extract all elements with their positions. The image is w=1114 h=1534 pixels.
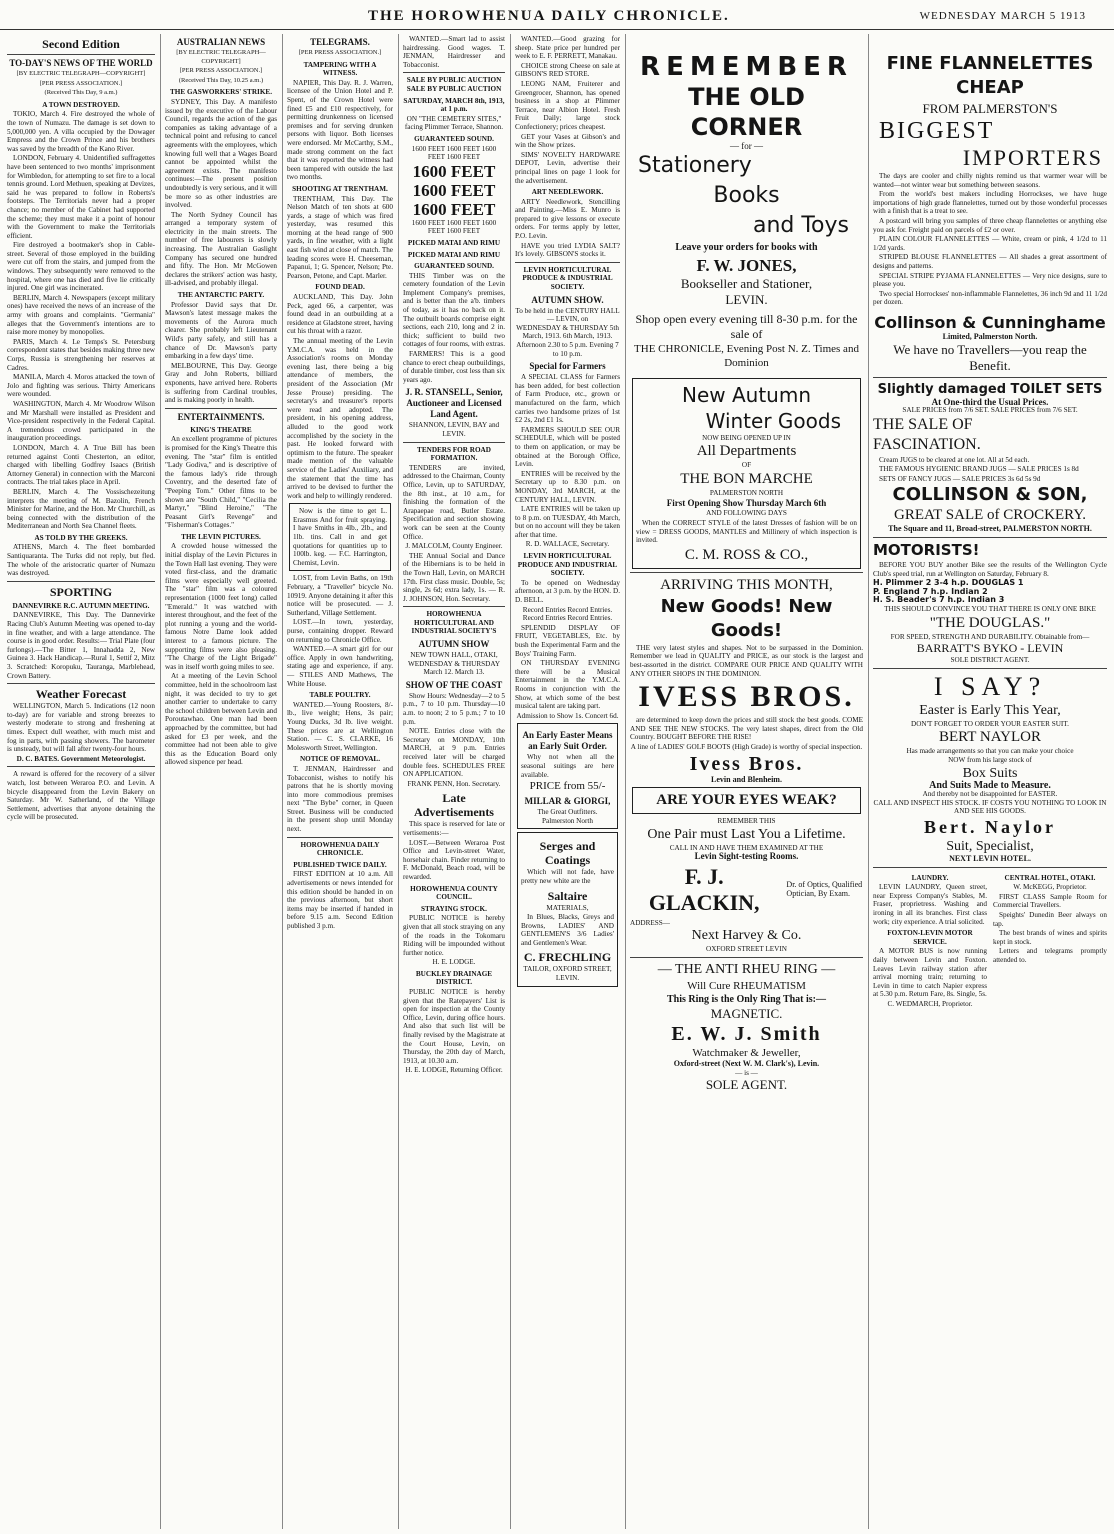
article-paragraph: MANILA, March 4. Moros attacked the town of Jolo and fighting was serious. Thirty Americans were wounded. [7, 373, 155, 399]
ad-line: — for — [730, 141, 763, 151]
classified-ad: ARTY Needlework, Stencilling and Painting.—Miss E. Munro is prepared to give lessons or execute orders. For terms apply by letter, P.O. Levin. [515, 197, 620, 241]
ad-brand: Bert. Naylor [924, 816, 1056, 837]
article-heading: THE LEVIN PICTURES. [181, 532, 261, 541]
ad-line: SOLE AGENT. [705, 1077, 788, 1093]
ad-brand: "THE DOUGLAS." [929, 614, 1051, 631]
ad-line: Bookseller and Stationer, [680, 275, 813, 291]
article-paragraph: Show Hours: Wednesday—2 to 5 p.m., 7 to 10 p.m. Thursday—10 a.m. to noon; 2 to 5 p.m.; 7 to 10 p.m. [403, 691, 505, 726]
article-paragraph: TRENTHAM, This Day. The Nelson Match of ten shots at 600 yards, a stage of which was fired yesterday, was resumed this morning at the head range of 900 yards, in fine weather, with a light east fish wind at close of match. The leading scores were H. Cheeseman, Papanui, 1; G. Spencer, Nelson; Pte. Pearson, Petone, and Capt. Marler. [287, 194, 393, 280]
article-heading: HOROWHENUA COUNTY COUNCIL. [410, 884, 498, 902]
ad-brand: Saltaire [547, 888, 588, 903]
article-paragraph: MELBOURNE, This Day. George Gray and John Roberts, billiard exponents, have arrived here. Roberts is suffering from Cardinal troubles, and is making poorly in health. [165, 361, 277, 405]
signature: J. MALCOLM, County Engineer. [405, 542, 503, 551]
show-venue: To be held in the CENTURY HALL — LEVIN, on [515, 306, 620, 324]
article-heading: CENTRAL HOTEL, OTAKI. [1004, 873, 1096, 882]
ad-heading: One Pair must Last You a Lifetime. [647, 826, 846, 842]
column-rule [625, 34, 626, 1529]
ad-paragraph: Cream JUGS to be cleared at one lot. All at 5d each. [879, 455, 1030, 464]
sporting-heading: SPORTING [49, 584, 113, 599]
ad-brand: Collinson & Cunninghame [874, 312, 1106, 332]
article-paragraph: WELLINGTON, March 5. Indications (12 noon to-day) are for variable and strong breezes to westerly moderate to strong and freshening at times. Expect dull weather, with much mist and fog in parts, with passing showers. The barometer is unsteady, but will fall after twenty-four hours. [7, 702, 155, 754]
classified-ad: LEVIN LAUNDRY, Queen street, near Express Company's Stables, M. Fraser, proprietress. Washing and ironing in all its branches. First class work; city experience. A trial solicited. [873, 883, 987, 926]
article-heading: TAMPERING WITH A WITNESS. [303, 60, 377, 78]
ad-heading: CHEAP [956, 77, 1024, 98]
ad-brand: THE BON MARCHE [680, 470, 813, 487]
article-heading: DANNEVIRKE R.C. AUTUMN MEETING. [12, 601, 150, 610]
article-heading: KING'S THEATRE [190, 425, 252, 434]
ad-paragraph: Two special Horrockses' non-inflammable Flannelettes, 36 inch 9d and 11 1/2d per dozen. [873, 289, 1107, 307]
ad-heading: BIGGEST [879, 118, 995, 144]
auction-line: GUARANTEED SOUND. [414, 262, 494, 271]
column-rule [282, 34, 283, 1529]
article-paragraph: ATHENS, March 4. The fleet bombarded Santiquaranta. The Turks did not reply, but fled. The whole of the aristocratic quarter of Numazu was destroyed. [7, 543, 155, 578]
article-paragraph: To be opened on Wednesday afternoon, at 3 p.m. by the HON. D. D. BELL. [515, 578, 620, 605]
show-venue: NEW TOWN HALL, OTAKI, [410, 651, 498, 660]
article-paragraph: THE Annual Social and Dance of the Hibernians is to be held in the Town Hall, Levin, on MARCH 17th. First class music. Double, 5s; single, 2s 6d; extra lady, 1s. — R. J. JOHNSON, Hon. Secretary. [403, 551, 505, 603]
ad-heading: REMEMBER [640, 52, 853, 82]
auction-line: 1600 FEET 1600 FEET 1600 FEET 1600 FEET [411, 144, 497, 162]
ad-line: And thereby not be disappointed for EASTER. [922, 790, 1058, 799]
ad-line: A line of LADIES' GOLF BOOTS (High Grade) is worthy of special inspection. [630, 742, 863, 751]
ad-line: SALE PRICES from 7/6 SET. SALE PRICES from 7/6 SET. [902, 406, 1078, 415]
signature: D. C. BATES. Government Meteorologist. [16, 754, 146, 763]
ad-line: The Square and 11, Broad-street, PALMERSTON NORTH. [888, 524, 1092, 534]
article-paragraph: At a meeting of the Levin School committee, held in the schoolroom last night, it was decided to try to get another carrier to undertake to carry the school children between Levin and Poroutawhao. One man had been approached by the committee, but had asked for £3 per week, and the committee had not been able to give this as the Education Board only allowed sixpence per head. [165, 672, 277, 767]
ad-heading: ARE YOUR EYES WEAK? [656, 792, 837, 809]
column-australian-news [162, 34, 280, 1529]
ad-line: We have no Travellers—you reap the Benefit. [893, 341, 1087, 373]
ad-paragraph: SPECIAL STRIPE PYJAMA FLANNELETTES — Very nice designs, sure to please you. [873, 271, 1107, 289]
classified-ad: The best brands of wines and spirits kept in stock. [993, 929, 1107, 946]
article-paragraph: FARMERS SHOULD SEE OUR SCHEDULE, which will be posted to them on application, or may be obtained at the Borough Office, Levin. [515, 425, 620, 469]
column-retail-ads [870, 34, 1110, 1529]
ad-heading: THE SALE OF FASCINATION. [873, 415, 981, 453]
article-heading: ART NEEDLEWORK. [531, 188, 604, 197]
article-heading: BUCKLEY DRAINAGE DISTRICT. [415, 969, 493, 987]
ad-heading: and Toys [752, 212, 849, 238]
section-heading: TELEGRAMS. [310, 37, 370, 47]
ad-heading: Box Suits [962, 765, 1018, 781]
column-auction-notices [400, 34, 508, 1529]
ad-line: CALL AND INSPECT HIS STOCK. IF COSTS YOU NOTHING TO LOOK IN AND SEE HIS GOODS. [873, 798, 1107, 816]
column-rule [160, 34, 161, 1529]
ad-paragraph: THE very latest styles and shapes. Not to be surpassed in the Dominion. Remember we lead in QUALITY and PRICE, as our stock is the largest and best-assorted in the district. COMPARE OUR PRICE AND QUALITY WITH ANY OTHER SHOPS IN THE DOMINION. [630, 643, 863, 678]
article-paragraph: NAPIER, This Day. R. J. Warren, licensee of the Union Hotel and P. Spent, of the Crown Hotel were fined £5 and £10 respectively, for permitting drunkenness on licensed premises and for serving drunken persons with liquor. Both licenses were endorsed. Mr McCarthy, S.M., made strong comment on the fact that it was reported the witness had been tampered with outside the last two months. [287, 78, 393, 182]
ad-heading: Serges and Coatings [539, 839, 596, 868]
newspaper-title: THE HOROWHENUA DAILY CHRONICLE. [368, 8, 730, 24]
ad-line: The Great Outfitters. [537, 808, 598, 817]
ad-brand: F. W. JONES, [696, 255, 797, 275]
ad-line: TAILOR, OXFORD STREET, LEVIN. [523, 965, 612, 983]
chemist-notice: Now is the time to get L. Erasmus And for fruit spraying. I have Smiths in 4lb., 2lb., and 1lb. tins. Call in and get quotations for quantities up to 100lb. keg. — F.C. Harrington, Chemist, Levin. [289, 503, 391, 571]
show-dates: WEDNESDAY & THURSDAY 5th March, 1913. 6th March, 1913. [516, 323, 619, 341]
race-result: H. Plimmer 2 3-4 h.p. DOUGLAS 1 [873, 578, 1024, 588]
ad-line: Watchmaker & Jeweller, [692, 1047, 801, 1060]
ad-line: DON'T FORGET TO ORDER YOUR EASTER SUIT. [911, 719, 1069, 728]
ad-line: First Opening Show Thursday March 6th [666, 498, 827, 509]
ad-brand: IVESS BROS. [638, 680, 855, 714]
ad-line: Has made arrangements so that you can make your choice [906, 747, 1074, 756]
column-rule [398, 34, 399, 1529]
article-paragraph: DANNEVIRKE, This Day. The Dannevirke Racing Club's Autumn Meeting was opened to-day in fine weather, and with a large attendance. The course is in good order. Results:— Trial Plate (four furlongs).—The Bitter 1, Innahadda 2, New Guinea 3. Hack Handicap.—Rural 1, Settif 2, Mitz 3. Scratched: Koropuku, Tauranga, Marblehead, Crown Battery. [7, 611, 155, 680]
received-note: (Received This Day, 10.25 a.m.) [178, 76, 264, 84]
ad-line: FOR SPEED, STRENGTH AND DURABILITY. Obtainable from— [890, 632, 1090, 641]
article-heading: LAUNDRY. [911, 873, 949, 882]
article-paragraph: BERLIN, March 4. Newspapers (except military ones) have received the news of an increase of the army with groans and complaints. "Germania" alleges that the Government's intentions are to raise more money by monopolies. [7, 293, 155, 337]
ad-paragraph: SETS OF FANCY JUGS — SALE PRICES 3s 6d 5s 9d [879, 474, 1041, 483]
classified-ad: LOST, from Levin Baths, on 19th February, a "Traveller" bicycle No. 10919. Anyone detaining it after this notice will be prosecuted. — J. Sutherland, Village Settlement. [287, 574, 393, 617]
section-heading: ENTERTAINMENTS. [177, 411, 265, 422]
ad-line: THIS SHOULD CONVINCE YOU THAT THERE IS ONLY ONE BIKE [884, 605, 1096, 614]
article-paragraph: ENTRIES will be received by the Secretary up to 8.30 p.m. on MONDAY, 3rd MARCH, at the CENTURY HALL, LEVIN. [515, 469, 620, 504]
article-paragraph: THIS Timber was on the cemetery foundation of the Levin Implement Company's premises, and is better than the a'b. timbers of today, as it has no back on it. The outbuilt boards comprise eight sections, each 210, long and 2 in. thick; sufficient to build two cottages of four rooms, with extras. [403, 271, 505, 349]
article-paragraph: NOTE. Entries close with the Secretary on MONDAY, 10th MARCH, at 9 p.m. Entries received later will be charged double fees. SCHEDULES FREE ON APPLICATION. [403, 727, 505, 779]
ad-line: REMEMBER THIS [717, 817, 776, 826]
ad-line: Will Cure RHEUMATISM [687, 980, 806, 993]
ad-line: OXFORD STREET LEVIN [706, 945, 787, 954]
society-heading: LEVIN HORTICULTURAL PRODUCE AND INDUSTRIAL SOCIETY. [517, 552, 618, 578]
news-heading: TO-DAY'S NEWS OF THE WORLD [9, 58, 153, 68]
ad-line: Oxford-street (Next W. M. Clark's), Levin. [673, 1059, 820, 1069]
article-line: Admission to Show 1s. Concert 6d. [516, 711, 619, 720]
article-paragraph: Professor David says that Dr. Mawson's latest message makes the movements of the Aurora much clearer. She probably left Lieutenant Wild's party safely, and still has a chance of Dr. Mawson's party embarking in a few days' time. [165, 300, 277, 361]
classified-ad: A MOTOR BUS is now running daily between Levin and Foxton. Leaves Levin railway station after arrival morning train; returning to Levin in time to catch Napier express at 5.30 p.m. Return Fare, 8s. Single, 5s. [873, 947, 987, 999]
ad-line: NEXT LEVIN HOTEL. [949, 853, 1031, 863]
classified-ad: CHOICE strong Cheese on sale at GIBSON'S RED STORE. [515, 61, 620, 79]
article-paragraph: ON THURSDAY EVENING there will be a Musical Entertainment in the Y.M.C.A. Rooms in conjunction with the Show, at which some of the best musical talent are taking part. [515, 659, 620, 711]
show-heading: AUTUMN SHOW [418, 639, 490, 650]
ad-brand: BERT NAYLOR [938, 729, 1042, 746]
auction-line: 1600 FEET 1600 FEET 1600 FEET 1600 FEET [411, 218, 497, 236]
classified-ad: FIRST CLASS Sample Room for Commercial Travellers. [993, 892, 1107, 910]
ad-paragraph: BEFORE YOU BUY another Bike see the results of the Wellington Cycle Club's speed trial, run at Wellington on Saturday, February 8. [873, 561, 1107, 578]
article-paragraph: WASHINGTON, March 4. Mr Woodrow Wilson and Mr Marshall were installed as President and Vice-president respectively in the Federal Capital. A tremendous crowd participated in the inauguration proceedings. [7, 399, 155, 443]
race-result: P. England 7 h.p. Indian 2 [873, 586, 988, 596]
article-paragraph: PUBLIC NOTICE is hereby given that the Ratepayers' List is open for inspection at the County Office, Levin, during office hours. And also that such list will be finally revised by the Magistrate at the Court House, Levin, on Thursday, the 20th day of March, 1913, at 10.30 a.m. [403, 988, 505, 1065]
signature: H. E. LODGE, Returning Officer. [405, 1066, 503, 1075]
article-paragraph: SYDNEY, This Day. A manifesto issued by the executive of the Labour Council, regards the action of the gas companies as taking advantage of a technical point and refusing to cancel agreements with the employees, which knowing full well that a Wages Board cannot be appointed whilst the agreement exists. The manifesto continues:—The present position undoubtedly is very serious, and it will be more so as other industries are involved. [165, 97, 277, 210]
edition-heading: Second Edition [42, 37, 120, 51]
ad-line: Next Harvey & Co. [691, 928, 802, 944]
feet-headline: 1600 FEET [412, 199, 496, 219]
ad-heading: New Goods! New Goods! [660, 595, 833, 641]
article-paragraph: An excellent programme of pictures is promised for the King's Theatre this evening. The "star" film is entitled "Lady Godiva," and is descriptive of the famous lady's ride through Coventry, and the deserted fate of "Peeping Tom." Other films to be shown are "South Child," "Cecilia the Martyr," "Blind Heroine," "The Peasant Girl's Revenge" and "Fisherman's Cottages." [165, 435, 277, 530]
telegraph-note: [BY ELECTRIC TELEGRAPH—COPYRIGHT] [176, 49, 266, 65]
ad-line: Levin Sight-testing Rooms. [694, 851, 799, 862]
column-show-notices [512, 34, 623, 1529]
classified-ad: GET your Vases at Gibson's and win the Show prizes. [515, 132, 620, 150]
auction-location: ON "THE CEMETERY SITES," facing Plimmer Terrace, Shannon. [404, 114, 504, 132]
ad-line: LEVIN. [725, 291, 768, 307]
ad-line: All Departments [696, 443, 797, 460]
auction-line: GUARANTEED SOUND. [414, 134, 494, 143]
section-heading: AUSTRALIAN NEWS [176, 37, 266, 47]
press-association-note: [PER PRESS ASSOCIATION.] [179, 67, 263, 75]
ad-line: OF [741, 461, 752, 470]
auction-date: SATURDAY, MARCH 8th, 1913, at 1 p.m. [403, 96, 505, 114]
article-paragraph: A reward is offered for the recovery of a silver watch, lost between Weraroa P.O. and Levin. A bicycle disappeared from the Levin Bakery on Saturday. Mr W. Satherland, of the Village Settlement, advertises that anyone detaining the cycle will be prosecuted. [7, 770, 155, 822]
received-note: (Received This Day, 9 a.m.) [44, 89, 118, 97]
column-rule [510, 34, 511, 1529]
feet-headline: 1600 FEET [412, 180, 496, 200]
ad-line: MATERIALS, [546, 903, 589, 912]
ad-line: Suit, Specialist, [946, 838, 1034, 854]
ad-line: SOLE DISTRICT AGENT. [950, 656, 1030, 665]
article-heading: FOUND DEAD. [315, 283, 365, 292]
ad-paragraph: THE FAMOUS HYGIENIC BRAND JUGS — SALE PRICES 1s 8d [879, 465, 1079, 474]
ad-line: THE CHRONICLE, Evening Post N. Z. Times and Dominion [634, 342, 859, 369]
article-paragraph: TOKIO, March 4. Fire destroyed the whole of the town of Numazu. The damage is set down to 5,000,000 yen. A villa occupied by the Dowager Empress and the Crown Prince and his brothers was saved by the breadth of the Kano River. [7, 110, 155, 153]
article-line: Record Entries Record Entries. Record Entries Record Entries. [522, 605, 613, 623]
article-heading: PUBLISHED TWICE DAILY. [293, 860, 387, 869]
ad-line: MAGNETIC. [710, 1006, 783, 1022]
ad-paragraph: When the CORRECT STYLE of the latest Dresses of fashion will be on view = DRESS GOODS, MANTLES and Millinery of which inspection is invited. [636, 518, 857, 545]
ad-line: Levin and Blenheim. [711, 774, 782, 784]
ad-line: Limited, Palmerston North. [942, 331, 1038, 341]
ad-heading: Stationery [638, 152, 752, 178]
late-ads-heading: Late Advertisements [414, 791, 494, 820]
feet-headline: 1600 FEET [412, 161, 496, 181]
article-heading: HOROWHENUA DAILY CHRONICLE. [300, 840, 380, 858]
ad-line: And Suits Made to Measure. [929, 779, 1051, 791]
ad-brand: C. M. ROSS & CO., [684, 546, 809, 563]
special-heading: Special for Farmers [529, 361, 606, 372]
article-heading: SHOOTING AT TRENTHAM. [292, 184, 388, 193]
article-heading: TENDERS FOR ROAD FORMATION. [417, 445, 491, 463]
ad-paragraph: PLAIN COLOUR FLANNELETTES — White, cream or pink, 4 1/2d to 11 1/2d yards. [873, 235, 1107, 252]
auction-line: PICKED MATAI AND RIMU [407, 250, 501, 259]
article-paragraph: PARIS, March 4. Le Temps's St. Petersburg correspondent states that besides making three new Corps, Russia is strengthening her reserves at Cadres. [7, 337, 155, 372]
ad-paragraph: are determined to keep down the prices and still stock the best goods. COME AND SEE THE NEW STOCKS. The very latest shapes, direct from the Old Country. BOUGHT BEFORE THE RISE! [630, 716, 863, 742]
column-world-news [4, 34, 158, 1529]
ad-heading: ARRIVING THIS MONTH, [660, 576, 833, 593]
ad-line: CALL IN AND HAVE THEM EXAMINED AT THE [669, 843, 824, 852]
ad-brand: E. W. J. Smith [671, 1023, 822, 1046]
ad-heading: Slightly damaged TOILET SETS [877, 381, 1103, 397]
press-association-note: [PER PRESS ASSOCIATION.] [298, 49, 382, 56]
auctioneer-name: J. R. STANSELL, Senior, Auctioneer and Licensed Land Agent. [405, 387, 503, 420]
column-display-ads [627, 34, 866, 1529]
classified-ad: T. JENMAN, Hairdresser and Tobacconist, wishes to notify his patrons that he is shortly moving into more commodious premises next "The Bybe" corner, in Queen Street. Business will be conducted in the present shop until Monday next. [287, 764, 393, 834]
ad-paragraph: Why not when all the seasonal suitings are here available. [521, 753, 614, 779]
ad-paragraph: Which will not fade, have pretty new white are the [521, 868, 614, 885]
article-heading: STRAYING STOCK. [421, 904, 487, 913]
article-paragraph: FIRST EDITION at 10 a.m. All advertisements or news intended for this edition should be handed in on the previous afternoon, but short items may be inserted if handed in before 9.15 a.m. Second Edition published 3 p.m. [287, 870, 393, 930]
ad-line: FROM PALMERSTON'S [922, 101, 1058, 116]
ad-heading: THE OLD CORNER [688, 83, 805, 141]
show-heading: SHOW OF THE COAST [405, 679, 503, 690]
article-heading: A TOWN DESTROYED. [42, 100, 120, 109]
ad-paragraph: The days are cooler and chilly nights remind us that warmer wear will be wanted—not winter wear but something between seasons. [873, 172, 1107, 189]
society-heading: HOROWHENUA HORTICULTURAL AND INDUSTRIAL SOCIETY'S [411, 610, 497, 636]
ad-line: ADDRESS— [630, 918, 670, 927]
article-paragraph: FARMERS! This is a good chance to erect cheap outbuildings, of durable timber, cost less than six years ago. [403, 350, 505, 384]
auction-line: PICKED MATAI AND RIMU [407, 238, 501, 247]
article-heading: THE GASWORKERS' STRIKE. [169, 88, 273, 97]
ad-paragraph: A postcard will bring you samples of three cheap flannelettes or anything else you ask for. Freight paid on parcels of £2 or over. [873, 216, 1107, 234]
ad-brand: F. J. GLACKIN, [648, 863, 760, 915]
ad-heading: Easter is Early This Year, [919, 702, 1061, 718]
classified-ad: Letters and telegrams promptly attended to. [993, 947, 1107, 964]
classified-ad: HAVE you tried LYDIA SALT? It's lovely. GIBSON'S stocks it. [515, 241, 620, 259]
article-paragraph: PUBLIC NOTICE is hereby given that all stock straying on any of the roads in the Tokomaru Riding will be impounded without further notice. [403, 914, 505, 957]
ad-brand: COLLINSON & SON, [892, 484, 1088, 506]
ad-heading: New Autumn [681, 382, 811, 407]
ad-line: — is — [735, 1068, 758, 1077]
ad-heading: I SAY? [933, 671, 1047, 701]
classified-ad: W. McKEGG, Proprietor. [1013, 883, 1087, 892]
show-dates: WEDNESDAY & THURSDAY March 12. March 13. [407, 659, 501, 677]
ad-line: NOW from his large stock of [948, 756, 1032, 764]
press-association-note: [PER PRESS ASSOCIATION.] [39, 79, 123, 87]
article-paragraph: LONDON, March 4. A True Bill has been returned against Conti Chesterton, an editor, charged with libelling Godfrey Isaacs (British Attorney General) in connection with the Marconi contracts. The trial takes place in April. [7, 443, 155, 487]
article-heading: NOTICE OF REMOVAL. [299, 755, 381, 764]
show-heading: AUTUMN SHOW. [531, 294, 604, 305]
ad-heading: MOTORISTS! [873, 541, 980, 560]
signature: FRANK PENN, Hon. Secretary. [407, 779, 501, 788]
ad-paragraph: In Blues, Blacks, Greys and Browns, LADIES' AND GENTLEMEN'S 3/6 Ladies' and Gentlemen's Wear. [521, 913, 614, 947]
signature: H. E. LODGE. [432, 958, 476, 967]
article-paragraph: The North Sydney Council has arranged a temporary system of electricity in the main streets. The number of free labourers is slowly increasing. The Australian Gaslight Company has secured one hundred and fifty. The Hon. Mr McGowen declares the strikers' action was hasty, ill-advised, and probably illegal. [165, 210, 277, 288]
ad-line: Dr. of Optics, Qualified Optician, By Exam. [786, 880, 863, 898]
article-heading: TABLE POULTRY. [309, 691, 371, 700]
article-heading: FOXTON-LEVIN MOTOR SERVICE. [887, 929, 973, 946]
show-times: Afternoon 2.30 to 5 p.m. Evening 7 to 10 p.m. [516, 341, 619, 358]
ad-brand: Ivess Bros. [689, 752, 804, 775]
weather-heading: Weather Forecast [35, 687, 127, 702]
signature: R. D. WALLACE, Secretary. [525, 540, 610, 549]
ad-paragraph: STRIPED BLOUSE FLANNELETTES — All shades a great assortment of designs and patterns. [873, 253, 1107, 270]
ad-heading: Books [713, 182, 780, 208]
column-rule [868, 34, 869, 1529]
classified-ad: LEONG NAM, Fruiterer and Greengrocer, Shannon, has opened business in a shop at Plimmer Terrace, near Albion Hotel. Fresh Fruit Daily; large stock Confectionery; prices cheapest. [515, 79, 620, 131]
race-result: H. S. Beader's 7 h.p. Indian 3 [873, 595, 1005, 605]
ad-line: PALMERSTON NORTH [709, 488, 784, 497]
ad-line: Palmerston North [542, 816, 593, 825]
article-paragraph: A crowded house witnessed the initial display of the Levin Pictures in the Town Hall last evening. They were voted first-class, and the dramatic films were especially well greeted. The "star" film was a coloured representation (1000 feet long) called "Emerald." It was watched with interest throughout, and the feet of the plot running a young and the world-famous Notre Dame look added interest to a famous picture. The supporting films were also pleasing. "The Charge of the Light Brigade" was in itself worth going miles to see. [165, 542, 277, 671]
article-paragraph: TENDERS are invited, addressed to the Chairman, County Office, Levin, up to SATURDAY, the 8th inst., at 10 a.m., for finishing the formation of the Arapaepae road, Butler Estate. Specification and section showing work can be seen at the County Office. [403, 463, 505, 541]
ad-brand: BARRATT'S BYKO - LEVIN [916, 641, 1064, 656]
classified-ad: LOST.—In town, yesterday, purse, containing dropper. Reward on returning to Chronicle Office. [287, 618, 393, 644]
classified-ad: WANTED.—A smart girl for our office. Apply in own handwriting, stating age and experience, if any. — STILES AND Mathews, The White House. [287, 645, 393, 688]
article-paragraph: BERLIN, March 4. The Vossischezeitung interprets the meeting of M. Bazolin, French Minister for Marine, and the Hon. Mr Churchill, as being connected with the distribution of the Mediterranean and North Sea Channel fleets. [7, 487, 155, 531]
ad-line: AND FOLLOWING DAYS [706, 509, 787, 518]
ad-heading: GREAT SALE of CROCKERY. [894, 507, 1086, 524]
classified-ad: WANTED.—Smart lad to assist hairdressing. Good wages. T. JENMAN, Hairdresser and Tobacconist. [403, 35, 505, 69]
ad-line: This Ring is the Only Ring That is:— [666, 994, 827, 1006]
ad-line: NOW BEING OPENED UP IN [702, 433, 791, 442]
classified-ad: WANTED.—Young Roosters, 8/- lb., live weight; Hens, 3s pair; Young Ducks, 3d lb. live weight. These prices are at Wellington Station. — C. S. CLARKE, 16 Molesworth Street, Wellington. [287, 700, 393, 752]
ad-heading: IMPORTERS [962, 145, 1103, 170]
ad-brand: MILLAR & GIORGI, [524, 796, 611, 807]
auctioneer-location: SHANNON, LEVIN, BAY and LEVIN. [408, 421, 500, 438]
ad-line: At One-third the Usual Prices. [931, 396, 1049, 407]
ad-heading: An Early Easter Means an Early Suit Order. [522, 730, 613, 752]
ad-heading: FINE FLANNELETTES [886, 53, 1094, 74]
article-paragraph: AUCKLAND, This Day. John Peck, aged 66, a carpenter, was found dead in an outbuilding at a residence at Gladstone street, having cut his throat with a razor. [287, 293, 393, 336]
ad-line: Shop open every evening till 8-30 p.m. for the sale of [635, 311, 858, 341]
classified-ad: Speights' Dunedin Beer always on tap. [993, 910, 1107, 928]
ad-heading: — THE ANTI RHEU RING — [657, 962, 836, 978]
article-paragraph: SPLENDID DISPLAY OF FRUIT, VEGETABLES, Etc. by bush the Experimental Farm and the Boys' Training Farm. [515, 623, 620, 658]
ad-brand: C. FRECHLING [523, 950, 612, 965]
ad-heading: Winter Goods [705, 408, 841, 433]
society-heading: LEVIN HORTICULTURAL PRODUCE & INDUSTRIAL SOCIETY. [522, 265, 613, 292]
issue-date: WEDNESDAY MARCH 5 1913 [919, 10, 1086, 22]
ad-paragraph: From the world's best makers including Horrockses, we have huge importations of high grade flannelettes, turned out by those wonderful processes with a finish that is a treat to see. [873, 190, 1107, 216]
classified-ad: SIMS' NOVELTY HARDWARE DEPOT, Levin, advertise their principal lines on page 1 look for the advertisement. [515, 150, 620, 185]
ad-price: PRICE from 55/- [529, 780, 606, 793]
article-paragraph: Fire destroyed a bootmaker's shop in Cable-street. Several of those employed in the building were cut off from the stairs, and jumped from the windows. They subsequently were removed to the hospital, where one has died and five lie critically injured. One girl was incinerated. [7, 241, 155, 293]
article-paragraph: A SPECIAL CLASS for Farmers has been added, for best collection of Farm Produce, etc., grown or manufactured on the farm, which carries two handsome prizes of 1st £2 2s, 2nd £1 1s. [515, 373, 620, 425]
article-paragraph: LONDON, February 4. Unidentified suffragettes have been sentenced to two months' imprisonment for Wimbledon, for attempting to set fire to a local tennis ground. Lord Methuen, speaking at Devizes, said he was prepared to follow in Roberts's footsteps. The Territorials never had a proper chance; no member of the Cabinet had supported the scheme; they must make it a point of honour with the Government to make the Territorials efficient. [7, 154, 155, 240]
masthead [0, 0, 1114, 30]
article-heading: THE ANTARCTIC PARTY. [177, 291, 265, 300]
classified-ad: LOST.—Between Weraroa Post Office and Levin-street Water, horsehair chain. Finder returning to F. McDonald, Beach road, will be rewarded. [403, 838, 505, 881]
classified-ad: WANTED.—Good grazing for sheep. State price per hundred per week to E. F. PERRETT, Manakau. [515, 35, 620, 61]
article-paragraph: LATE ENTRIES will be taken up to 8 p.m. on TUESDAY, 4th March, but on no account will they be taken after that time. [515, 505, 620, 539]
article-heading: AS TOLD BY THE GREEKS. [34, 533, 128, 542]
article-paragraph: The annual meeting of the Levin Y.M.C.A. was held in the Association's rooms on Monday evening last, there being a big attendance of members, the president of the Association (Mr Jesse Prouse) presiding. The secretary's and treasurer's reports were read and adopted. The president, in his opening address, alluded to the good work accomplished by the society in the past. He looked forward with optimism to the future. The speaker made mention of the valuable service of the Ladies' Auxiliary, and the statement that the time has arrived to be devised to further the work and help to willingly rendered. [287, 337, 393, 500]
telegraph-note: [BY ELECTRIC TELEGRAPH—COPYRIGHT] [16, 70, 146, 77]
auction-heading: SALE BY PUBLIC AUCTION SALE BY PUBLIC AUCTION [406, 76, 502, 93]
ad-line: Leave your orders for books with [675, 241, 818, 253]
article-paragraph: This space is reserved for late or vertisements:— [403, 820, 505, 837]
column-telegrams [284, 34, 396, 1529]
signature: C. WEDMARCH, Proprietor. [887, 999, 973, 1008]
